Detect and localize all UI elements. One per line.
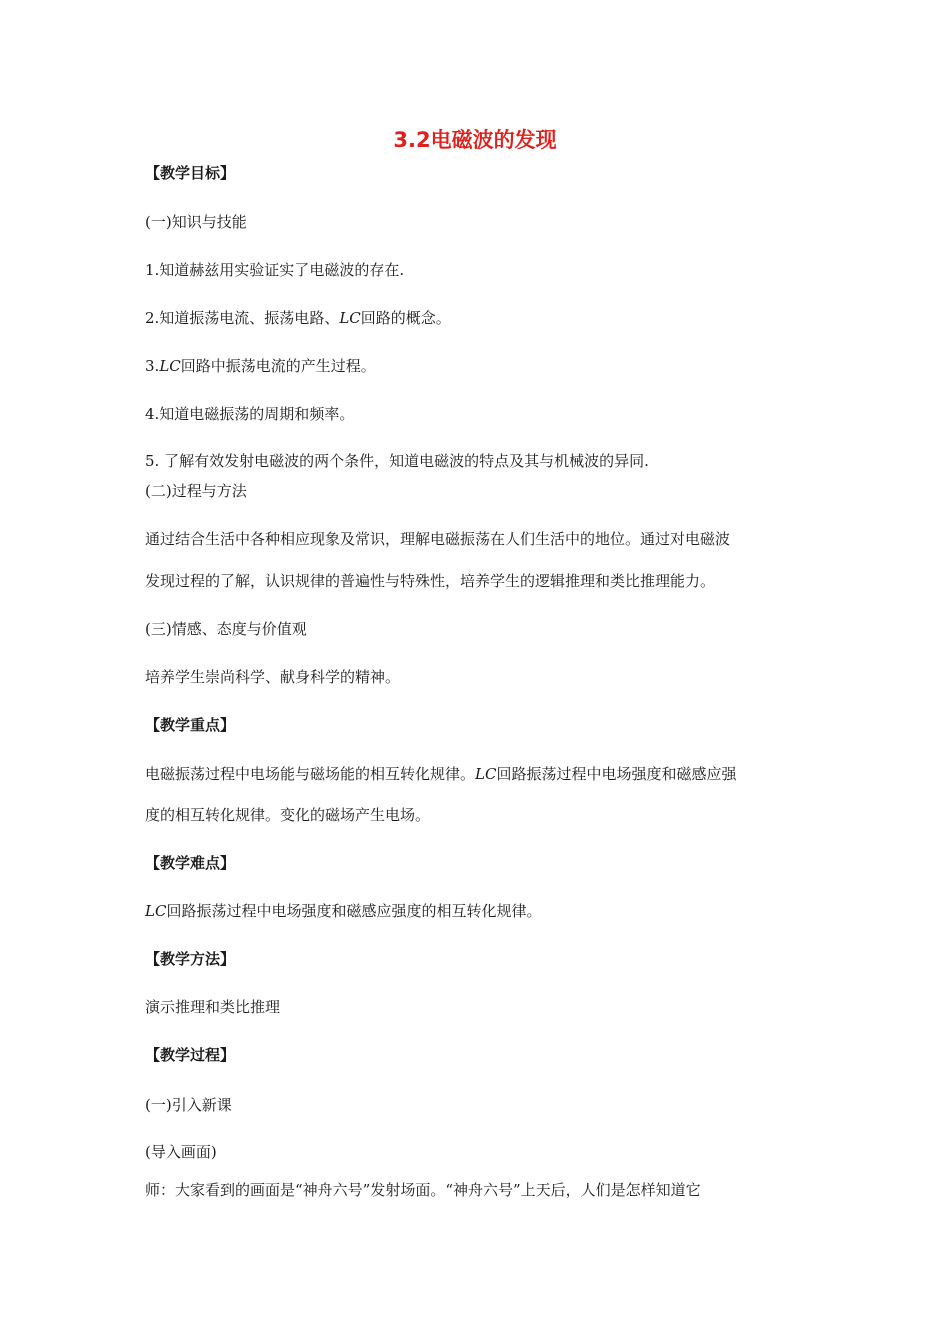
section-heading-process: 【教学过程】 [145, 1046, 236, 1064]
section-heading-difficulties: 【教学难点】 [145, 854, 236, 872]
subheading-knowledge-skills: (一)知识与技能 [145, 213, 247, 231]
paragraph-attitude: 培养学生崇尚科学、献身科学的精神。 [145, 668, 401, 686]
subheading-attitude-values: (三)情感、态度与价值观 [145, 620, 307, 638]
section-heading-key-points: 【教学重点】 [145, 716, 236, 734]
paragraph-key-points-line-1: 电磁振荡过程中电场能与磁场能的相互转化规律。LC回路振荡过程中电场强度和磁感应强 [145, 765, 737, 783]
objective-item-1: 1.知道赫兹用实验证实了电磁波的存在. [145, 261, 405, 279]
subheading-process-method: (二)过程与方法 [145, 482, 247, 500]
paragraph-difficulties: LC回路振荡过程中电场强度和磁感应强度的相互转化规律。 [145, 902, 542, 920]
objective-item-2: 2.知道振荡电流、振荡电路、LC回路的概念。 [145, 309, 451, 327]
paragraph-process-line-1: 通过结合生活中各种相应现象及常识，理解电磁振荡在人们生活中的地位。通过对电磁波 [145, 530, 731, 548]
document-title: 3.2电磁波的发现 [393, 128, 557, 152]
paragraph-key-points-line-2: 度的相互转化规律。变化的磁场产生电场。 [145, 806, 431, 824]
section-heading-objectives: 【教学目标】 [145, 164, 236, 182]
objective-item-5: 5. 了解有效发射电磁波的两个条件，知道电磁波的特点及其与机械波的异同. [145, 452, 649, 470]
paragraph-teacher-dialogue: 师：大家看到的画面是“神舟六号”发射场面。“神舟六号”上天后，人们是怎样知道它 [145, 1181, 701, 1199]
objective-item-4: 4.知道电磁振荡的周期和频率。 [145, 405, 355, 423]
objective-item-3: 3.LC回路中振荡电流的产生过程。 [145, 357, 376, 375]
subheading-introduction: (一)引入新课 [145, 1096, 232, 1114]
note-import-screen: (导入画面) [145, 1143, 217, 1161]
paragraph-methods: 演示推理和类比推理 [145, 998, 281, 1016]
paragraph-process-line-2: 发现过程的了解，认识规律的普遍性与特殊性，培养学生的逻辑推理和类比推理能力。 [145, 572, 716, 590]
section-heading-methods: 【教学方法】 [145, 950, 236, 968]
